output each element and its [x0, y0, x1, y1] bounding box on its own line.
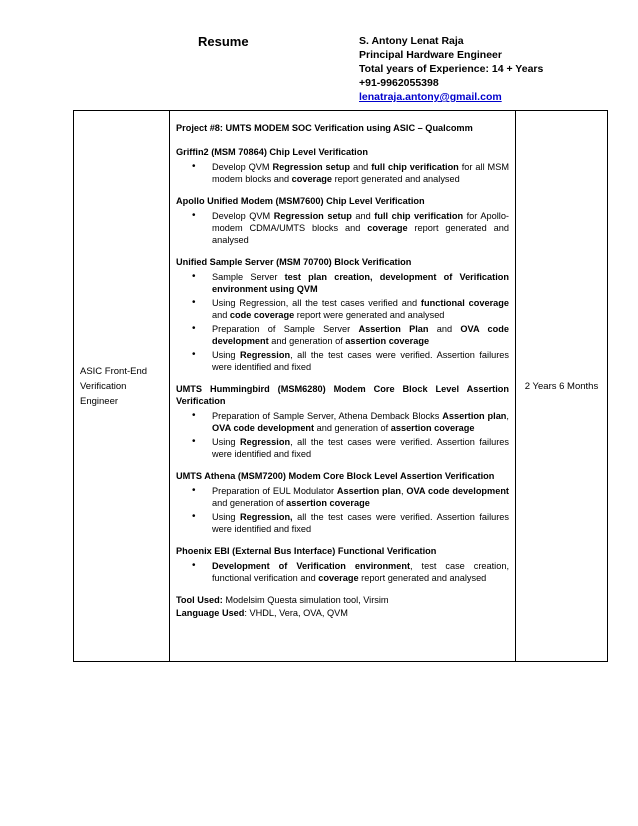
bullet-text: , all the test cases were verified. Assertion failures were identified and fixed [212, 437, 509, 459]
bullet-item [212, 560, 509, 584]
candidate-designation: Principal Hardware Engineer [359, 49, 502, 61]
bullet-text: Using [212, 350, 241, 360]
bullet-text: , [400, 486, 407, 496]
project-cell [170, 111, 516, 662]
experience-table [73, 110, 608, 662]
bullet-text: for all MSM modem blocks and [212, 162, 509, 184]
bullet-text: Preparation of EUL Modulator [212, 486, 337, 496]
duration-cell [516, 111, 608, 662]
bullet-text: , test case creation, functional verification and [212, 561, 509, 583]
section-title: Unified Sample Server (MSM 70700) Block Verification [176, 257, 412, 267]
bullet-list [176, 161, 509, 185]
bullet-text: coverage [291, 174, 333, 184]
role-cell [74, 111, 170, 662]
section-title: Apollo Unified Modem (MSM7600) Chip Level Verification [176, 196, 425, 206]
project-section [176, 470, 509, 535]
section-title: Griffin2 (MSM 70864) Chip Level Verification [176, 147, 368, 157]
bullet-text: report generated and analysed [358, 573, 487, 583]
bullet-list [176, 271, 509, 373]
bullet-item [212, 323, 509, 347]
section-title: Phoenix EBI (External Bus Interface) Functional Verification [176, 546, 437, 556]
bullet-text: OVA code development [212, 423, 315, 433]
candidate-name: S. Antony Lenat Raja [359, 35, 464, 47]
phone-number: +91-9962055398 [359, 77, 439, 89]
bullet-text: and [351, 211, 375, 221]
bullet-text: test plan creation, development of Verification environment using QVM [212, 272, 509, 294]
section-title: UMTS Athena (MSM7200) Modem Core Block Level Assertion Verification [176, 471, 495, 481]
bullet-text: report generated and analysed [332, 174, 460, 184]
bullet-text: assertion coverage [390, 423, 475, 433]
bullet-text: and [212, 310, 230, 320]
bullet-text: Preparation of Sample Server, Athena Demback Blocks [212, 411, 443, 421]
project-section [176, 146, 509, 185]
language-value: : VHDL, Vera, OVA, QVM [244, 608, 348, 618]
bullet-text: Development of Verification environment [212, 561, 411, 571]
bullet-text: Regression setup [272, 162, 351, 172]
bullet-text: Sample Server [212, 272, 285, 282]
bullet-text: for Apollo-modem CDMA/UMTS blocks and [212, 211, 509, 233]
bullet-text: Regression, [240, 512, 293, 522]
bullet-text: report generated and analysed [212, 223, 509, 245]
project-section [176, 195, 509, 246]
bullet-item [212, 210, 509, 246]
bullet-text: full chip verification [371, 162, 459, 172]
bullet-item [212, 511, 509, 535]
contact-block [359, 34, 543, 104]
bullet-text: Regression [240, 350, 291, 360]
bullet-text: coverage [367, 223, 408, 233]
project-section [176, 256, 509, 373]
total-experience: Total years of Experience: 14 + Years [359, 63, 544, 75]
bullet-text: and generation of [212, 498, 287, 508]
project-section [176, 383, 509, 460]
bullet-text: code coverage [229, 310, 295, 320]
bullet-text: and [428, 324, 461, 334]
bullet-text: Regression setup [273, 211, 352, 221]
project-sections [176, 146, 509, 584]
resume-title: Resume [198, 34, 249, 49]
role-text: ASIC Front-End Verification Engineer [80, 365, 148, 407]
tools-value: Modelsim Questa simulation tool, Virsim [222, 595, 389, 605]
tools-block [176, 594, 509, 619]
bullet-item [212, 297, 509, 321]
bullet-text: OVA code development [212, 324, 509, 346]
language-used [176, 607, 509, 619]
bullet-text: and generation of [314, 423, 391, 433]
bullet-list [176, 410, 509, 460]
bullet-text: coverage [318, 573, 359, 583]
project-title: Project #8: UMTS MODEM SOC Verification using ASIC – Qualcomm [176, 123, 473, 133]
bullet-text: Assertion Plan [358, 324, 429, 334]
bullet-text: and generation of [268, 336, 346, 346]
bullet-text: Develop QVM [212, 211, 274, 221]
bullet-text: Preparation of Sample Server [212, 324, 359, 334]
bullet-text: all the test cases were verified. Assertion failures were identified and fixed [212, 512, 510, 534]
bullet-text: Assertion plan [442, 411, 507, 421]
project-section [176, 545, 509, 584]
bullet-text: Using [212, 512, 241, 522]
bullet-text: , all the test cases were verified. Assertion failures were identified and fixed [212, 350, 509, 372]
bullet-item [212, 485, 509, 509]
bullet-text: report were generated and analysed [294, 310, 445, 320]
bullet-list [176, 560, 509, 584]
language-label: Language Used [176, 608, 245, 618]
bullet-text: Assertion plan [336, 486, 401, 496]
bullet-text: OVA code development [406, 486, 509, 496]
bullet-text: functional coverage [420, 298, 509, 308]
bullet-text: full chip verification [374, 211, 464, 221]
bullet-text: Using Regression, all the test cases verified and [212, 298, 421, 308]
tools-label: Tool Used: [176, 595, 223, 605]
bullet-text: , [506, 411, 509, 421]
bullet-text: assertion coverage [286, 498, 370, 508]
duration-text: 2 Years 6 Months [524, 380, 599, 392]
section-title: UMTS Hummingbird (MSM6280) Modem Core Block Level Assertion Verification [176, 384, 509, 406]
bullet-item [212, 436, 509, 460]
experience-row [74, 111, 608, 662]
bullet-text: Using [212, 437, 241, 447]
bullet-text: Regression [240, 437, 291, 447]
bullet-text: and [350, 162, 372, 172]
bullet-text: Develop QVM [212, 162, 273, 172]
email-link[interactable]: lenatraja.antony@gmail.com [359, 91, 502, 103]
bullet-list [176, 210, 509, 246]
bullet-item [212, 410, 509, 434]
bullet-list [176, 485, 509, 535]
bullet-item [212, 271, 509, 295]
tools-used [176, 594, 509, 606]
bullet-item [212, 349, 509, 373]
bullet-item [212, 161, 509, 185]
bullet-text: assertion coverage [345, 336, 430, 346]
